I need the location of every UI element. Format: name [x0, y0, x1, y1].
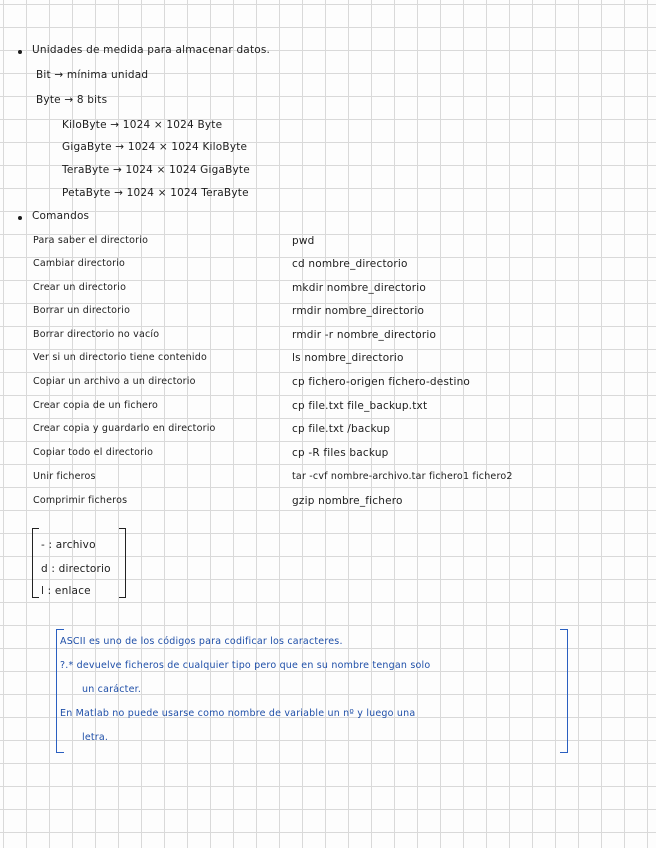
command-description: Unir ficheros — [33, 471, 96, 482]
unit-line: PetaByte → 1024 × 1024 TeraByte — [62, 187, 249, 199]
command-code: gzip nombre_fichero — [292, 495, 403, 507]
section2-heading: Comandos — [32, 210, 90, 222]
command-description: Ver si un directorio tiene contenido — [33, 352, 207, 363]
command-code: cp fichero-origen fichero-destino — [292, 376, 471, 388]
command-code: cp file.txt file_backup.txt — [292, 400, 428, 412]
command-code: cd nombre_directorio — [292, 258, 408, 270]
file-type-legend — [32, 528, 126, 598]
command-code: rmdir -r nombre_directorio — [292, 329, 437, 341]
command-description: Crear copia de un fichero — [33, 400, 159, 411]
unit-line: KiloByte → 1024 × 1024 Byte — [62, 119, 223, 131]
note-bracket-right — [560, 629, 568, 753]
command-description: Para saber el directorio — [33, 235, 149, 246]
note-bracket-left — [56, 629, 64, 753]
legend-item: l : enlace — [41, 585, 91, 597]
bit-definition: Bit → mínima unidad — [36, 69, 149, 81]
command-description: Copiar un archivo a un directorio — [33, 376, 196, 387]
command-code: cp -R files backup — [292, 447, 389, 459]
note-box — [56, 629, 568, 751]
command-code: pwd — [292, 235, 315, 247]
command-description: Comprimir ficheros — [33, 495, 128, 506]
command-description: Borrar un directorio — [33, 305, 131, 316]
legend-item: - : archivo — [41, 539, 96, 551]
bullet-icon — [18, 216, 22, 220]
command-description: Crear un directorio — [33, 282, 127, 293]
command-code: rmdir nombre_directorio — [292, 305, 425, 317]
note-line: ASCII es uno de los códigos para codificar los caracteres. — [60, 636, 343, 647]
bullet-icon — [18, 50, 22, 54]
command-description: Crear copia y guardarlo en directorio — [33, 423, 216, 434]
command-description: Borrar directorio no vacío — [33, 329, 160, 340]
byte-definition: Byte → 8 bits — [36, 94, 108, 106]
unit-line: TeraByte → 1024 × 1024 GigaByte — [62, 164, 250, 176]
command-code: mkdir nombre_directorio — [292, 282, 427, 294]
command-code: cp file.txt /backup — [292, 423, 391, 435]
command-description: Cambiar directorio — [33, 258, 126, 269]
command-description: Copiar todo el directorio — [33, 447, 154, 458]
unit-line: GigaByte → 1024 × 1024 KiloByte — [62, 141, 248, 153]
command-code: ls nombre_directorio — [292, 352, 404, 364]
note-line: ?.* devuelve ficheros de cualquier tipo pero que en su nombre tengan solo — [60, 660, 431, 671]
command-code: tar -cvf nombre-archivo.tar fichero1 fichero2 — [292, 471, 513, 482]
section1-heading: Unidades de medida para almacenar datos. — [32, 44, 271, 56]
note-line: un carácter. — [82, 684, 142, 695]
legend-item: d : directorio — [41, 563, 111, 575]
note-line: En Matlab no puede usarse como nombre de variable un nº y luego una — [60, 708, 416, 719]
note-line: letra. — [82, 732, 109, 743]
